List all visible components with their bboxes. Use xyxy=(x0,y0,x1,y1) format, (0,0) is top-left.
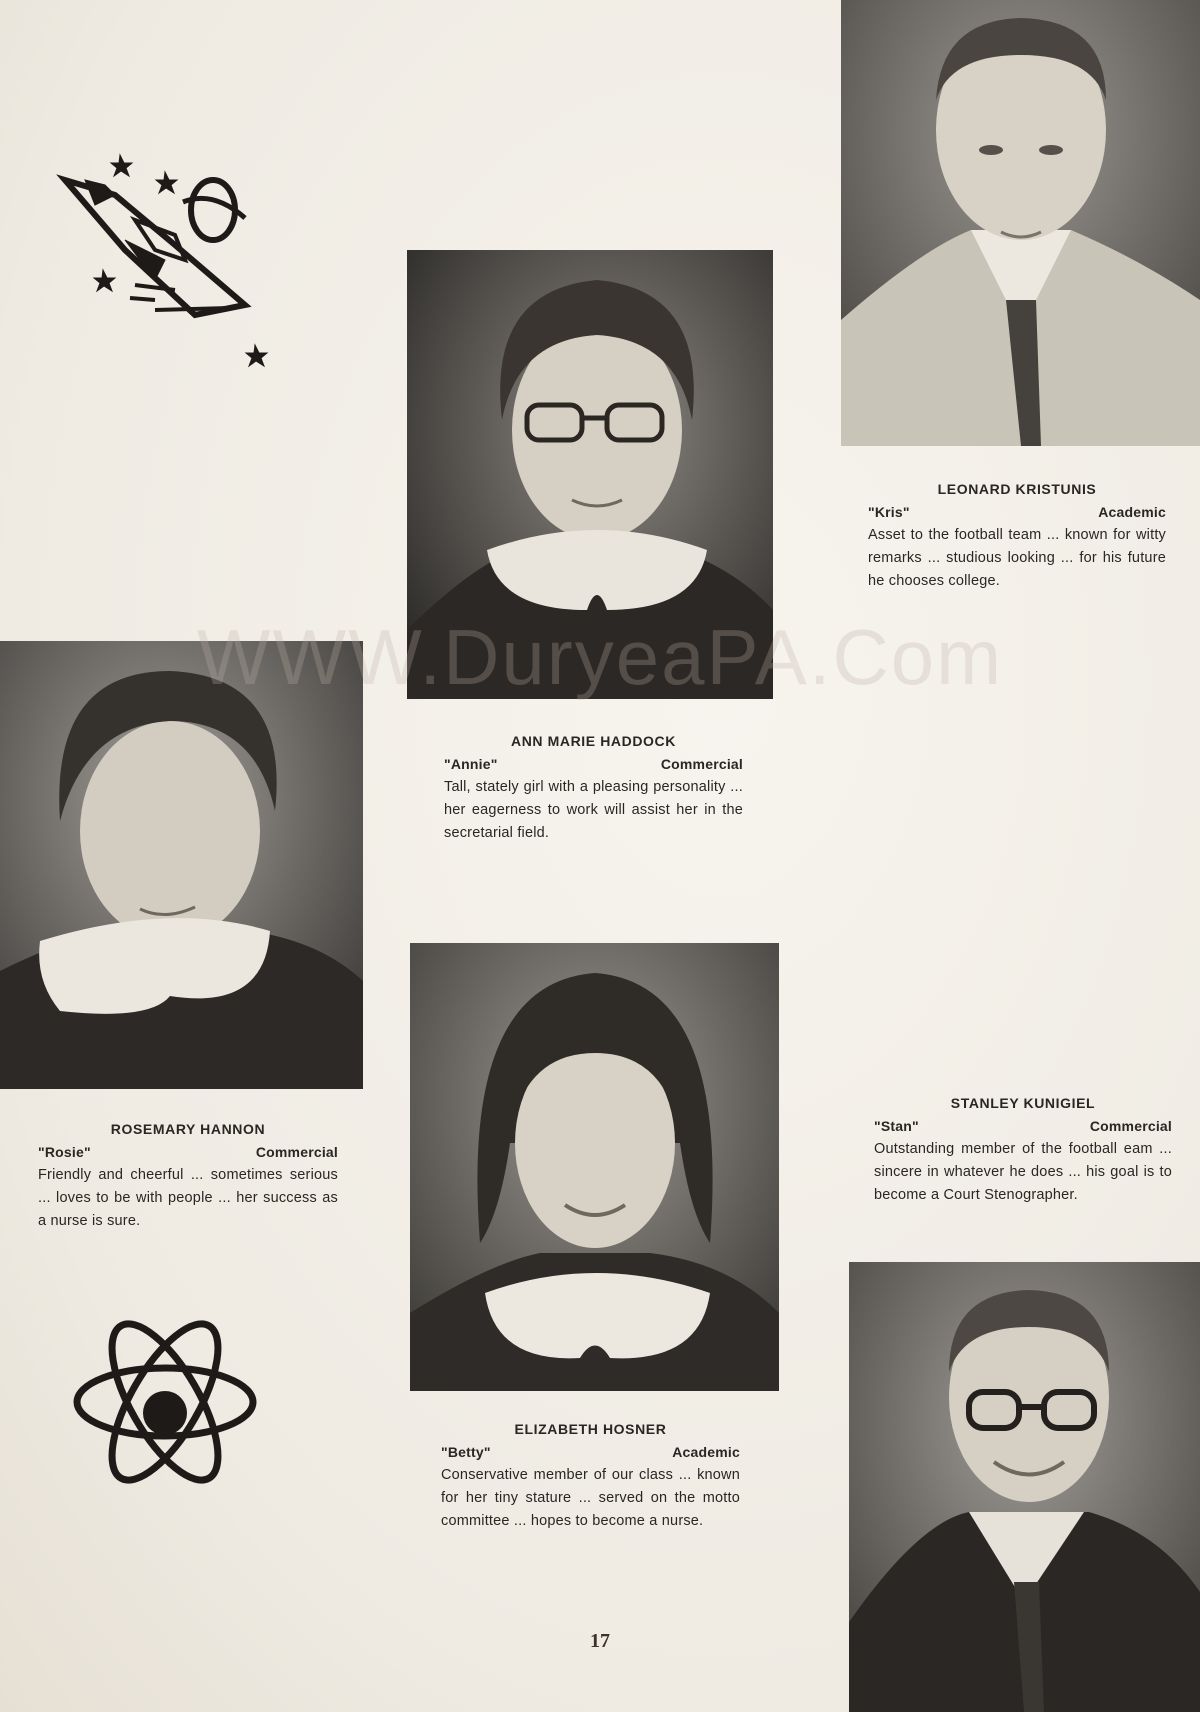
entry-elizabeth-hosner xyxy=(441,1418,740,1533)
student-description: Outstanding member of the football eam ... sincere in whatever he does ... his goal is to become a Court Stenographer. xyxy=(874,1141,1172,1203)
student-name: LEONARD KRISTUNIS xyxy=(937,481,1097,497)
student-nickname: "Rosie" xyxy=(38,1144,91,1160)
portrait-leonard-kristunis xyxy=(841,0,1200,446)
student-course: Commercial xyxy=(255,1144,338,1160)
student-nickname: "Stan" xyxy=(874,1118,919,1134)
student-name: ROSEMARY HANNON xyxy=(110,1121,266,1137)
portrait-elizabeth-hosner xyxy=(410,943,779,1391)
student-name: ANN MARIE HADDOCK xyxy=(511,733,676,749)
student-course: Commercial xyxy=(660,756,743,772)
entry-rosemary-hannon xyxy=(38,1118,338,1233)
portrait-rosemary-hannon xyxy=(0,641,363,1089)
page-number: 17 xyxy=(590,1630,610,1652)
watermark: WWW.DuryeaPA.Com xyxy=(196,613,1004,701)
student-name: ELIZABETH HOSNER xyxy=(514,1421,667,1437)
student-nickname: "Kris" xyxy=(868,504,910,520)
student-name: STANLEY KUNIGIEL xyxy=(950,1095,1096,1111)
student-description: Tall, stately girl with a pleasing personality ... her eagerness to work will assist her in the secretarial field. xyxy=(444,779,743,841)
student-course: Academic xyxy=(672,1444,740,1460)
entry-stanley-kunigiel xyxy=(874,1092,1172,1207)
student-description: Conservative member of our class ... known for her tiny stature ... served on the motto committee ... hopes to become a nurse. xyxy=(441,1467,740,1529)
rocket-icon xyxy=(55,140,295,370)
entry-leonard-kristunis xyxy=(868,478,1166,593)
student-description: Asset to the football team ... known for witty remarks ... studious looking ... for his future he chooses college. xyxy=(868,527,1166,589)
atom-icon xyxy=(68,1305,263,1500)
student-course: Academic xyxy=(1098,504,1166,520)
student-nickname: "Annie" xyxy=(444,756,498,772)
student-description: Friendly and cheerful ... sometimes serious ... loves to be with people ... her success as a nurse is sure. xyxy=(38,1167,338,1229)
student-nickname: "Betty" xyxy=(441,1444,491,1460)
entry-ann-marie-haddock xyxy=(444,730,743,845)
student-course: Commercial xyxy=(1089,1118,1172,1134)
